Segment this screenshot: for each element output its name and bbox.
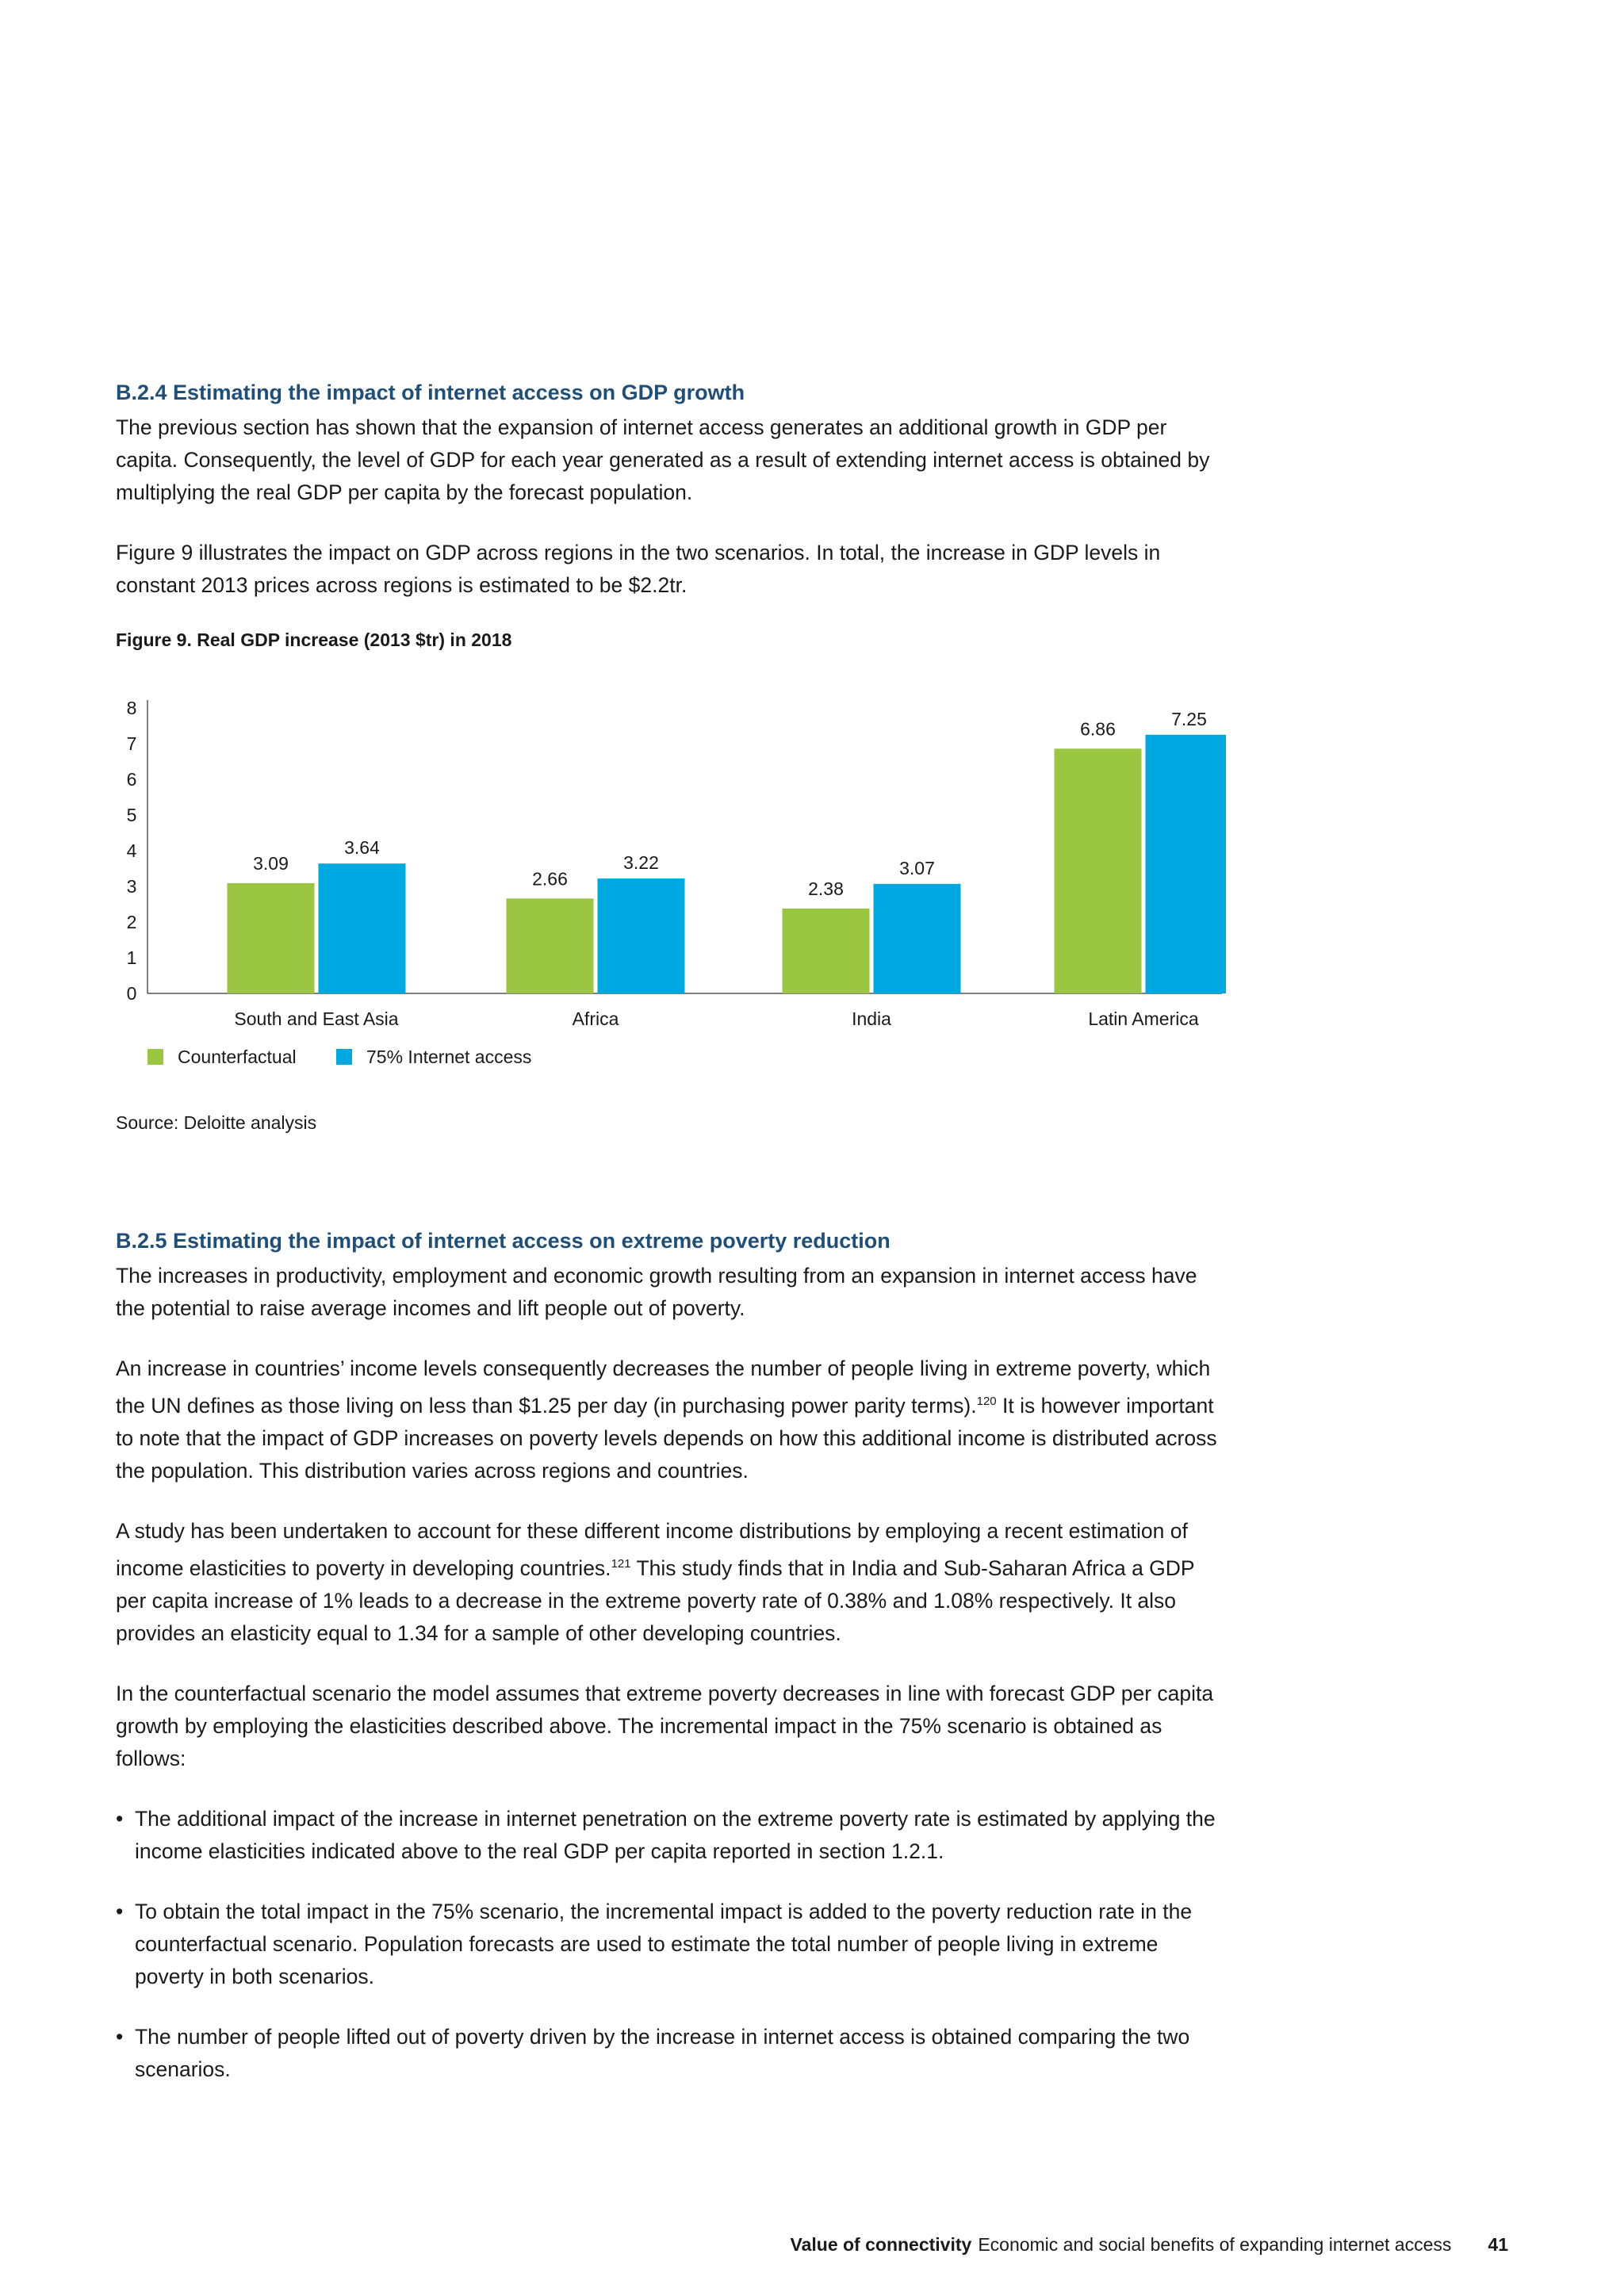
- y-tick-label: 3: [126, 876, 137, 897]
- paragraph: [116, 1353, 1226, 1487]
- footer-brand: Value of connectivity: [790, 2234, 972, 2255]
- bullet-marker: •: [116, 1806, 124, 1831]
- paragraph-text: It is however important to note that the impact of GDP increases on poverty levels depends on how this additional income is distributed across the population. This distribution varies across regions and countries.: [116, 1394, 1217, 1483]
- paragraph-text: An increase in countries’ income levels consequently decreases the number of people living in extreme poverty, which the UN defines as those living on less than $1.25 per day (in purchasing power parity terms).: [116, 1357, 1211, 1418]
- bar-internet-access: [874, 884, 961, 993]
- data-label: 3.22: [623, 852, 659, 874]
- x-tick-label: Latin America: [1088, 1008, 1199, 1030]
- bullet-marker: •: [116, 1899, 124, 1923]
- legend-label: 75% Internet access: [366, 1047, 532, 1068]
- footnote-ref[interactable]: 120: [976, 1395, 997, 1409]
- x-tick-label: South and East Asia: [234, 1008, 399, 1030]
- page-content: [116, 379, 1226, 2114]
- figure-source: Source: Deloitte analysis: [116, 1112, 317, 1134]
- y-tick-label: 7: [126, 733, 137, 755]
- data-label: 6.86: [1080, 718, 1116, 740]
- gdp-bar-chart: [116, 668, 1226, 1112]
- page-footer: [791, 2234, 1508, 2256]
- y-tick-label: 6: [126, 769, 137, 790]
- data-label: 3.07: [899, 857, 935, 878]
- bar-counterfactual: [228, 883, 315, 993]
- list-item: [116, 2021, 1226, 2086]
- bullet-marker: •: [116, 2024, 124, 2049]
- legend-swatch: [336, 1049, 352, 1065]
- list-item: [116, 1896, 1226, 1993]
- legend-swatch: [147, 1049, 163, 1065]
- data-label: 2.66: [532, 868, 568, 890]
- x-tick-label: India: [852, 1008, 891, 1030]
- paragraph-text: This study finds that in India and Sub-Saharan Africa a GDP per capita increase of 1% leads to a decrease in the extreme poverty rate of 0.38% and 1.08% respectively. It also provides an elasticity equal to 1.34 for a sample of other developing countries.: [116, 1556, 1195, 1645]
- bar-counterfactual: [507, 898, 594, 993]
- data-label: 2.38: [808, 878, 844, 899]
- bar-internet-access: [1146, 735, 1227, 993]
- legend-label: Counterfactual: [178, 1047, 297, 1068]
- y-tick-label: 4: [126, 840, 137, 862]
- paragraph: [116, 1515, 1226, 1650]
- figure-caption: Figure 9. Real GDP increase (2013 $tr) in 2018: [116, 629, 512, 651]
- x-tick-label: Africa: [572, 1008, 619, 1030]
- y-tick-label: 2: [126, 912, 137, 933]
- section-heading-b25: B.2.5 Estimating the impact of internet access on extreme poverty reduction: [116, 1229, 891, 1253]
- list-item-text: To obtain the total impact in the 75% scenario, the incremental impact is added to the poverty reduction rate in the counterfactual scenario. Population forecasts are used to estimate the total number of people living in extreme poverty in both scenarios.: [135, 1899, 1193, 1988]
- chart-svg: [116, 668, 1226, 1112]
- bullet-list: [116, 1803, 1226, 2086]
- paragraph: The previous section has shown that the expansion of internet access generates an additional growth in GDP per capita. Consequently, the level of GDP for each year generated as a result of extending internet access is obtained by multiplying the real GDP per capita by the forecast population.: [116, 415, 1210, 505]
- list-item-text: The additional impact of the increase in internet penetration on the extreme poverty rate is estimated by applying the income elasticities indicated above to the real GDP per capita reported in section 1.2.1.: [135, 1806, 1216, 1863]
- bar-internet-access: [598, 878, 685, 993]
- footnote-ref[interactable]: 121: [611, 1557, 631, 1571]
- section-heading-b24: B.2.4 Estimating the impact of internet access on GDP growth: [116, 381, 745, 404]
- list-item-text: The number of people lifted out of poverty driven by the increase in internet access is obtained comparing the two scenarios.: [135, 2024, 1190, 2081]
- y-tick-label: 1: [126, 947, 137, 969]
- paragraph: The increases in productivity, employment and economic growth resulting from an expansion in internet access have the potential to raise average incomes and lift people out of poverty.: [116, 1264, 1197, 1321]
- footer-subtitle: Economic and social benefits of expanding internet access: [978, 2234, 1452, 2255]
- paragraph-text: A study has been undertaken to account for these different income distributions by employing a recent estimation of income elasticities to poverty in developing countries.: [116, 1519, 1188, 1580]
- data-label: 7.25: [1171, 708, 1207, 729]
- paragraph: In the counterfactual scenario the model assumes that extreme poverty decreases in line with forecast GDP per capita growth by employing the elasticities described above. The incremental impact in the 75% scenario is obtained as follows:: [116, 1681, 1214, 1770]
- y-tick-label: 5: [126, 805, 137, 826]
- y-tick-label: 0: [126, 983, 137, 1004]
- page-number: 41: [1488, 2234, 1508, 2255]
- data-label: 3.64: [344, 837, 380, 859]
- data-label: 3.09: [253, 853, 289, 874]
- list-item: [116, 1803, 1226, 1868]
- y-tick-label: 8: [126, 698, 137, 719]
- bar-counterfactual: [1055, 748, 1142, 993]
- paragraph: Figure 9 illustrates the impact on GDP across regions in the two scenarios. In total, the increase in GDP levels in constant 2013 prices across regions is estimated to be $2.2tr.: [116, 541, 1161, 598]
- bar-internet-access: [319, 863, 406, 993]
- bar-counterfactual: [783, 909, 870, 993]
